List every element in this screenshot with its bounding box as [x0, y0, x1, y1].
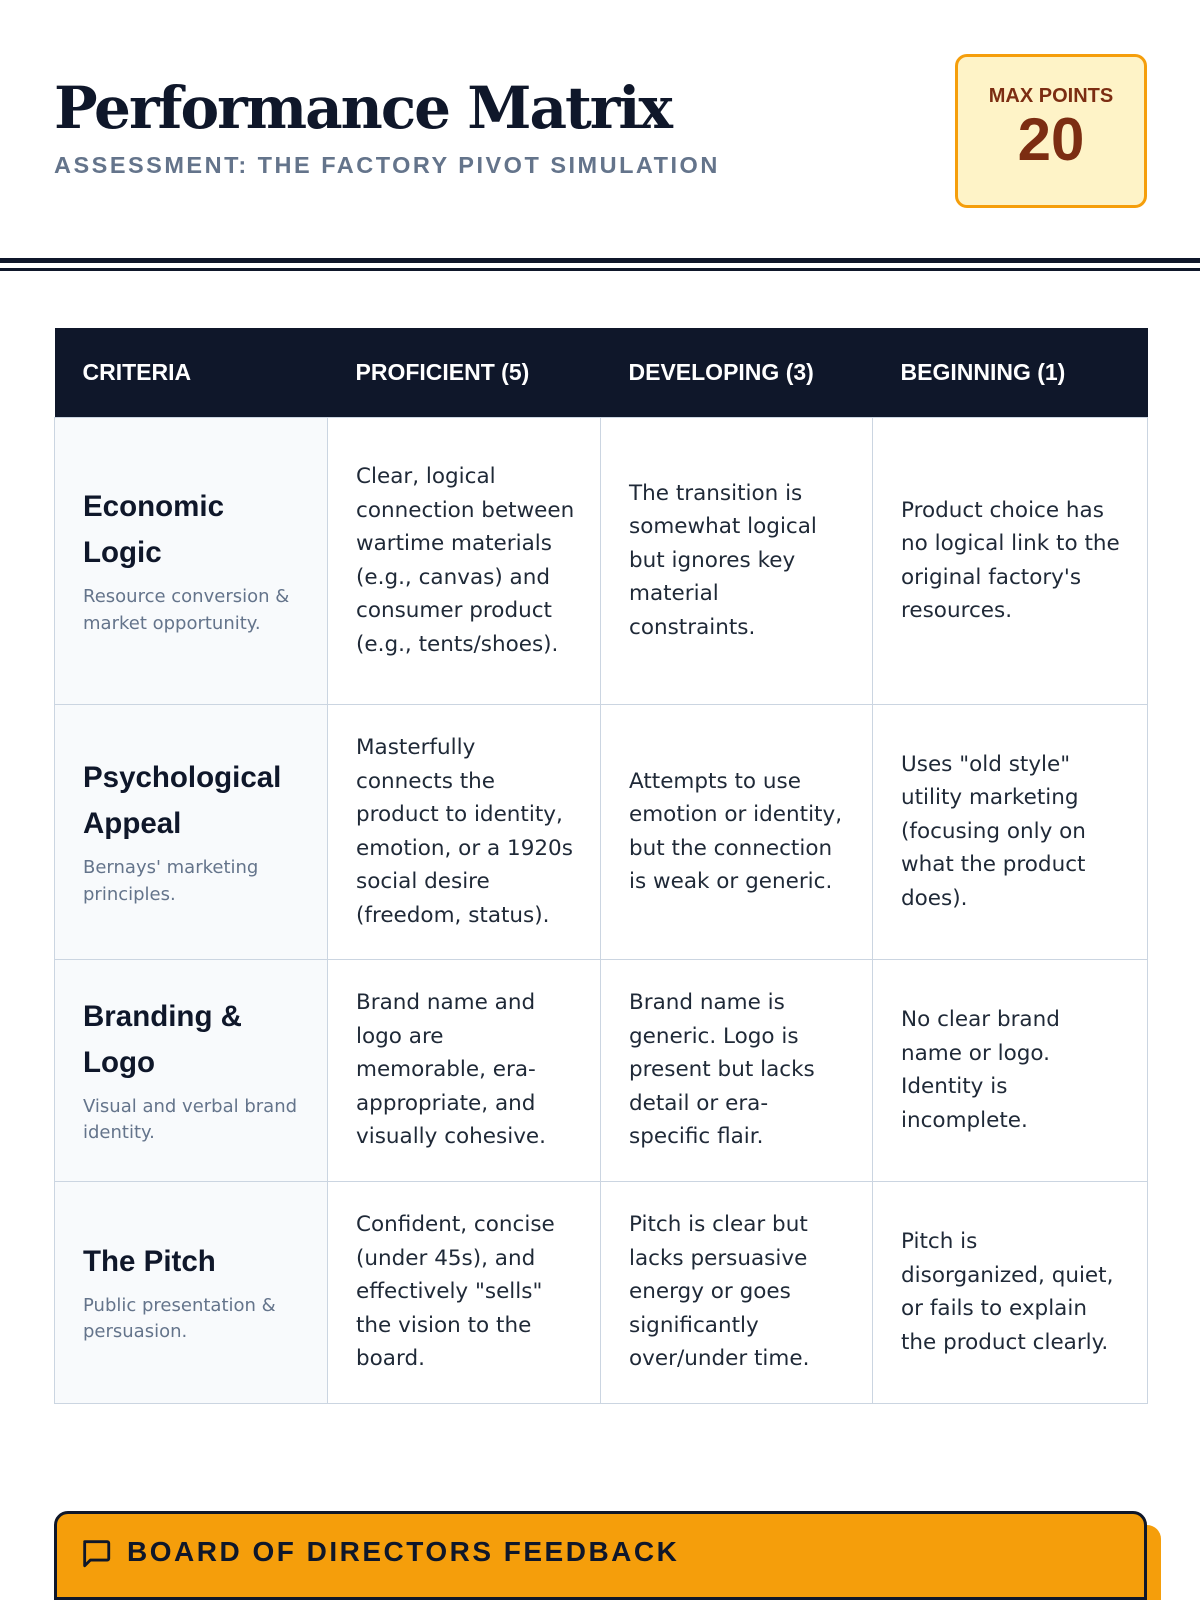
proficient-cell: Masterfully connects the product to identity, emotion, or a 1920s social desire (freedom, status).: [328, 704, 601, 959]
page-header: [54, 52, 1147, 208]
criteria-name: Branding & Logo: [83, 999, 242, 1079]
developing-cell: Brand name is generic. Logo is present but lacks detail or era-specific flair.: [601, 959, 873, 1181]
table-header-row: [55, 328, 1148, 417]
criteria-description: Resource conversion & market opportunity.: [83, 586, 290, 634]
column-header-developing: DEVELOPING (3): [601, 328, 873, 417]
criteria-name: The Pitch: [83, 1244, 216, 1278]
proficient-cell: Confident, concise (under 45s), and effectively "sells" the vision to the board.: [328, 1181, 601, 1403]
criteria-description: Visual and verbal brand identity.: [83, 1095, 298, 1143]
column-header-beginning: BEGINNING (1): [873, 328, 1148, 417]
criteria-name: Psychological Appeal: [83, 761, 282, 840]
chat-bubble-icon: [79, 1536, 113, 1570]
criteria-description: Public presentation & persuasion.: [83, 1294, 276, 1342]
criteria-description: Bernays' marketing principles.: [83, 857, 259, 905]
header-divider-thin: [0, 268, 1200, 271]
page-title: Performance Matrix: [54, 74, 671, 142]
beginning-cell: No clear brand name or logo. Identity is incomplete.: [873, 959, 1148, 1181]
criteria-name: Economic Logic: [83, 490, 224, 569]
column-header-proficient: PROFICIENT (5): [328, 328, 601, 417]
feedback-card: [54, 1511, 1147, 1600]
proficient-cell: Brand name and logo are memorable, era-appropriate, and visually cohesive.: [328, 959, 601, 1181]
developing-cell: Pitch is clear but lacks persuasive energy or goes significantly over/under time.: [601, 1181, 873, 1403]
proficient-cell: Clear, logical connection between wartime materials (e.g., canvas) and consumer product (e.g., tents/shoes).: [328, 417, 601, 704]
column-header-criteria: CRITERIA: [55, 328, 328, 417]
header-divider-thick: [0, 258, 1200, 263]
criteria-cell: [55, 704, 328, 959]
page-subtitle: ASSESSMENT: THE FACTORY PIVOT SIMULATION: [54, 152, 720, 178]
table-row: [55, 1181, 1148, 1403]
max-points-value: 20: [1017, 106, 1085, 173]
max-points-label: MAX POINTS: [988, 85, 1114, 107]
table-row: [55, 417, 1148, 704]
feedback-title: BOARD OF DIRECTORS FEEDBACK: [127, 1536, 680, 1567]
rubric-table: [54, 328, 1148, 1404]
criteria-cell: [55, 959, 328, 1181]
beginning-cell: Product choice has no logical link to the original factory's resources.: [873, 417, 1148, 704]
beginning-cell: Uses "old style" utility marketing (focusing only on what the product does).: [873, 704, 1148, 959]
criteria-cell: [55, 1181, 328, 1403]
table-row: [55, 704, 1148, 959]
beginning-cell: Pitch is disorganized, quiet, or fails to explain the product clearly.: [873, 1181, 1148, 1403]
developing-cell: Attempts to use emotion or identity, but the connection is weak or generic.: [601, 704, 873, 959]
criteria-cell: [55, 417, 328, 704]
developing-cell: The transition is somewhat logical but ignores key material constraints.: [601, 417, 873, 704]
max-points-badge: [955, 54, 1147, 208]
table-row: [55, 959, 1148, 1181]
